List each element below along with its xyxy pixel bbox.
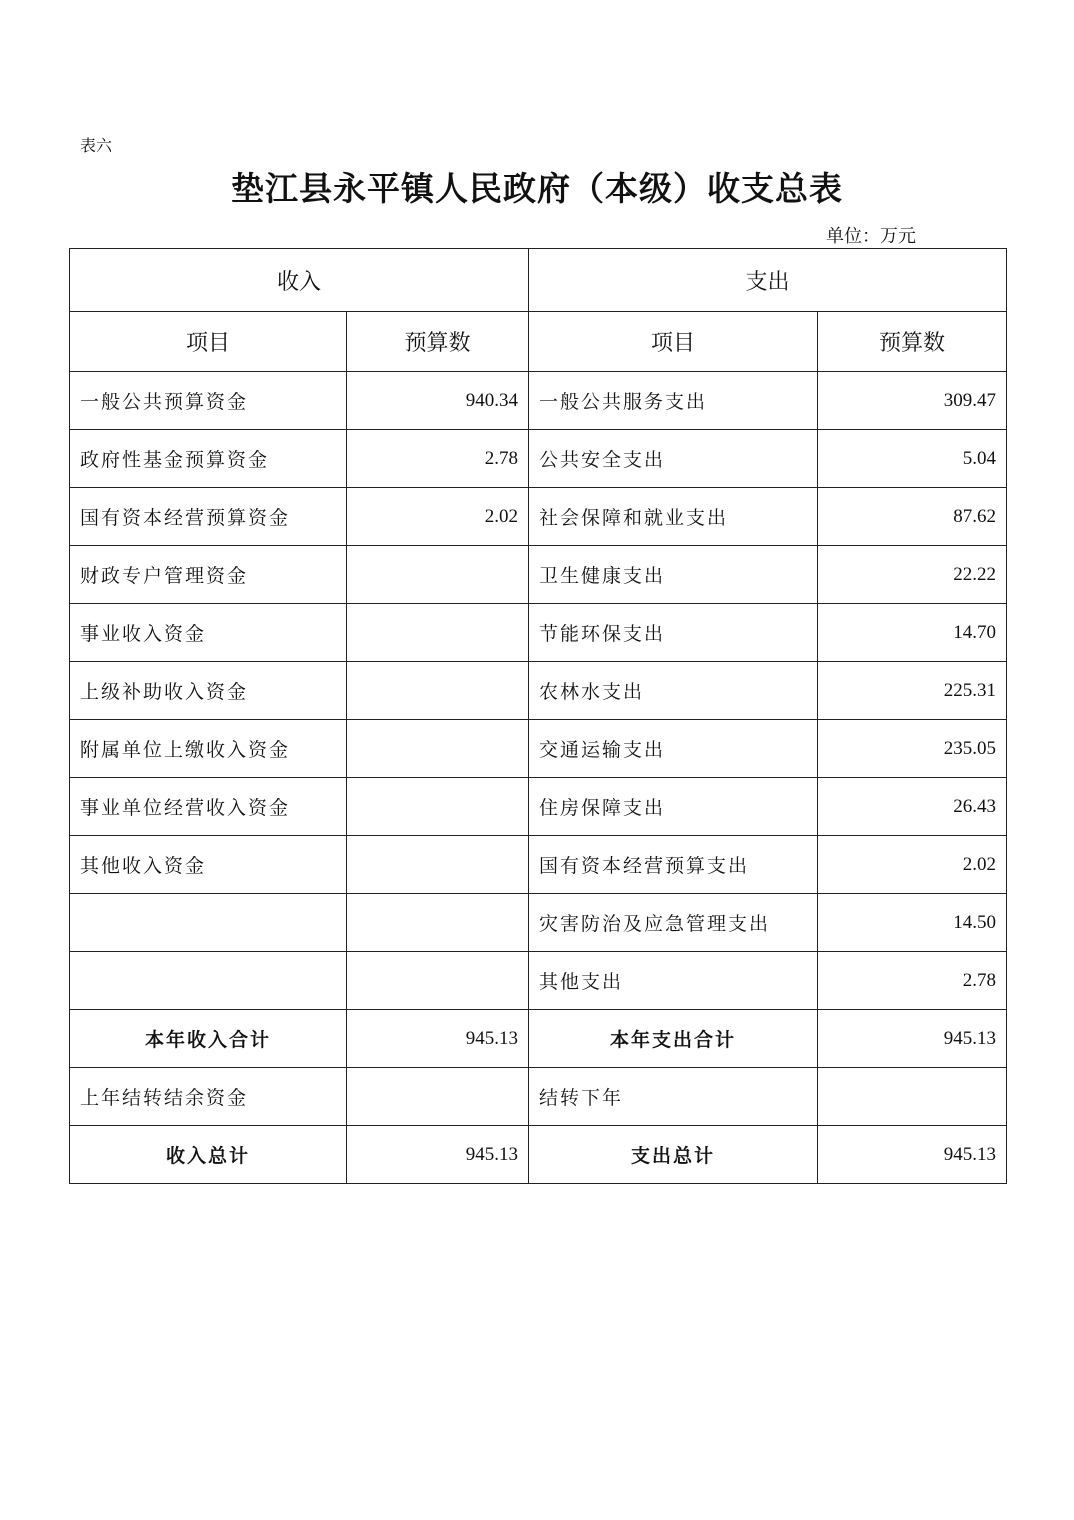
income-label: 收入总计	[70, 1126, 347, 1184]
income-item	[70, 952, 347, 1010]
expense-item: 其他支出	[529, 952, 818, 1010]
page-title: 垫江县永平镇人民政府（本级）收支总表	[231, 169, 843, 208]
income-section-header: 收入	[70, 249, 529, 312]
income-item: 财政专户管理资金	[70, 546, 347, 604]
expense-budget-header: 预算数	[818, 312, 1007, 372]
income-value	[347, 546, 529, 604]
table-row	[70, 372, 1007, 430]
expense-value: 945.13	[818, 1010, 1007, 1068]
budget-summary-table	[69, 248, 1007, 1184]
income-value: 940.34	[347, 372, 529, 430]
expense-value: 309.47	[818, 372, 1007, 430]
table-row	[70, 720, 1007, 778]
income-value	[347, 720, 529, 778]
income-value: 945.13	[347, 1126, 529, 1184]
income-item: 其他收入资金	[70, 836, 347, 894]
income-label: 本年收入合计	[70, 1010, 347, 1068]
expense-value: 14.50	[818, 894, 1007, 952]
expense-value: 225.31	[818, 662, 1007, 720]
income-item: 政府性基金预算资金	[70, 430, 347, 488]
income-item	[70, 894, 347, 952]
table-row	[70, 836, 1007, 894]
income-item: 事业收入资金	[70, 604, 347, 662]
table-row	[70, 546, 1007, 604]
table-row	[70, 894, 1007, 952]
expense-value: 5.04	[818, 430, 1007, 488]
income-item: 附属单位上缴收入资金	[70, 720, 347, 778]
expense-label: 结转下年	[529, 1068, 818, 1126]
table-row	[70, 662, 1007, 720]
income-item: 事业单位经营收入资金	[70, 778, 347, 836]
expense-item: 节能环保支出	[529, 604, 818, 662]
unit-label: 单位：万元	[826, 226, 916, 247]
income-value	[347, 1068, 529, 1126]
income-item: 上级补助收入资金	[70, 662, 347, 720]
expense-section-header: 支出	[529, 249, 1007, 312]
section-header-row	[70, 249, 1007, 312]
expense-value: 22.22	[818, 546, 1007, 604]
income-value	[347, 778, 529, 836]
expense-item: 国有资本经营预算支出	[529, 836, 818, 894]
expense-label: 本年支出合计	[529, 1010, 818, 1068]
expense-value: 87.62	[818, 488, 1007, 546]
income-value: 2.02	[347, 488, 529, 546]
table-row	[70, 778, 1007, 836]
income-value	[347, 836, 529, 894]
expense-item: 公共安全支出	[529, 430, 818, 488]
carry-over-row	[70, 1068, 1007, 1126]
expense-item: 住房保障支出	[529, 778, 818, 836]
income-item: 一般公共预算资金	[70, 372, 347, 430]
expense-value: 14.70	[818, 604, 1007, 662]
expense-value: 2.02	[818, 836, 1007, 894]
income-value: 945.13	[347, 1010, 529, 1068]
income-value	[347, 894, 529, 952]
expense-value: 945.13	[818, 1126, 1007, 1184]
table-row	[70, 488, 1007, 546]
expense-item: 灾害防治及应急管理支出	[529, 894, 818, 952]
column-header-row	[70, 312, 1007, 372]
expense-value: 235.05	[818, 720, 1007, 778]
income-value: 2.78	[347, 430, 529, 488]
table-row	[70, 604, 1007, 662]
expense-value: 26.43	[818, 778, 1007, 836]
year-total-row	[70, 1010, 1007, 1068]
income-budget-header: 预算数	[347, 312, 529, 372]
expense-item-header: 项目	[529, 312, 818, 372]
table-row	[70, 952, 1007, 1010]
expense-item: 社会保障和就业支出	[529, 488, 818, 546]
expense-value	[818, 1068, 1007, 1126]
expense-item: 交通运输支出	[529, 720, 818, 778]
income-value	[347, 952, 529, 1010]
grand-total-row	[70, 1126, 1007, 1184]
table-number-label: 表六	[80, 136, 113, 155]
income-value	[347, 662, 529, 720]
expense-item: 一般公共服务支出	[529, 372, 818, 430]
expense-value: 2.78	[818, 952, 1007, 1010]
income-label: 上年结转结余资金	[70, 1068, 347, 1126]
table-row	[70, 430, 1007, 488]
income-item: 国有资本经营预算资金	[70, 488, 347, 546]
income-value	[347, 604, 529, 662]
expense-item: 农林水支出	[529, 662, 818, 720]
expense-item: 卫生健康支出	[529, 546, 818, 604]
expense-label: 支出总计	[529, 1126, 818, 1184]
income-item-header: 项目	[70, 312, 347, 372]
